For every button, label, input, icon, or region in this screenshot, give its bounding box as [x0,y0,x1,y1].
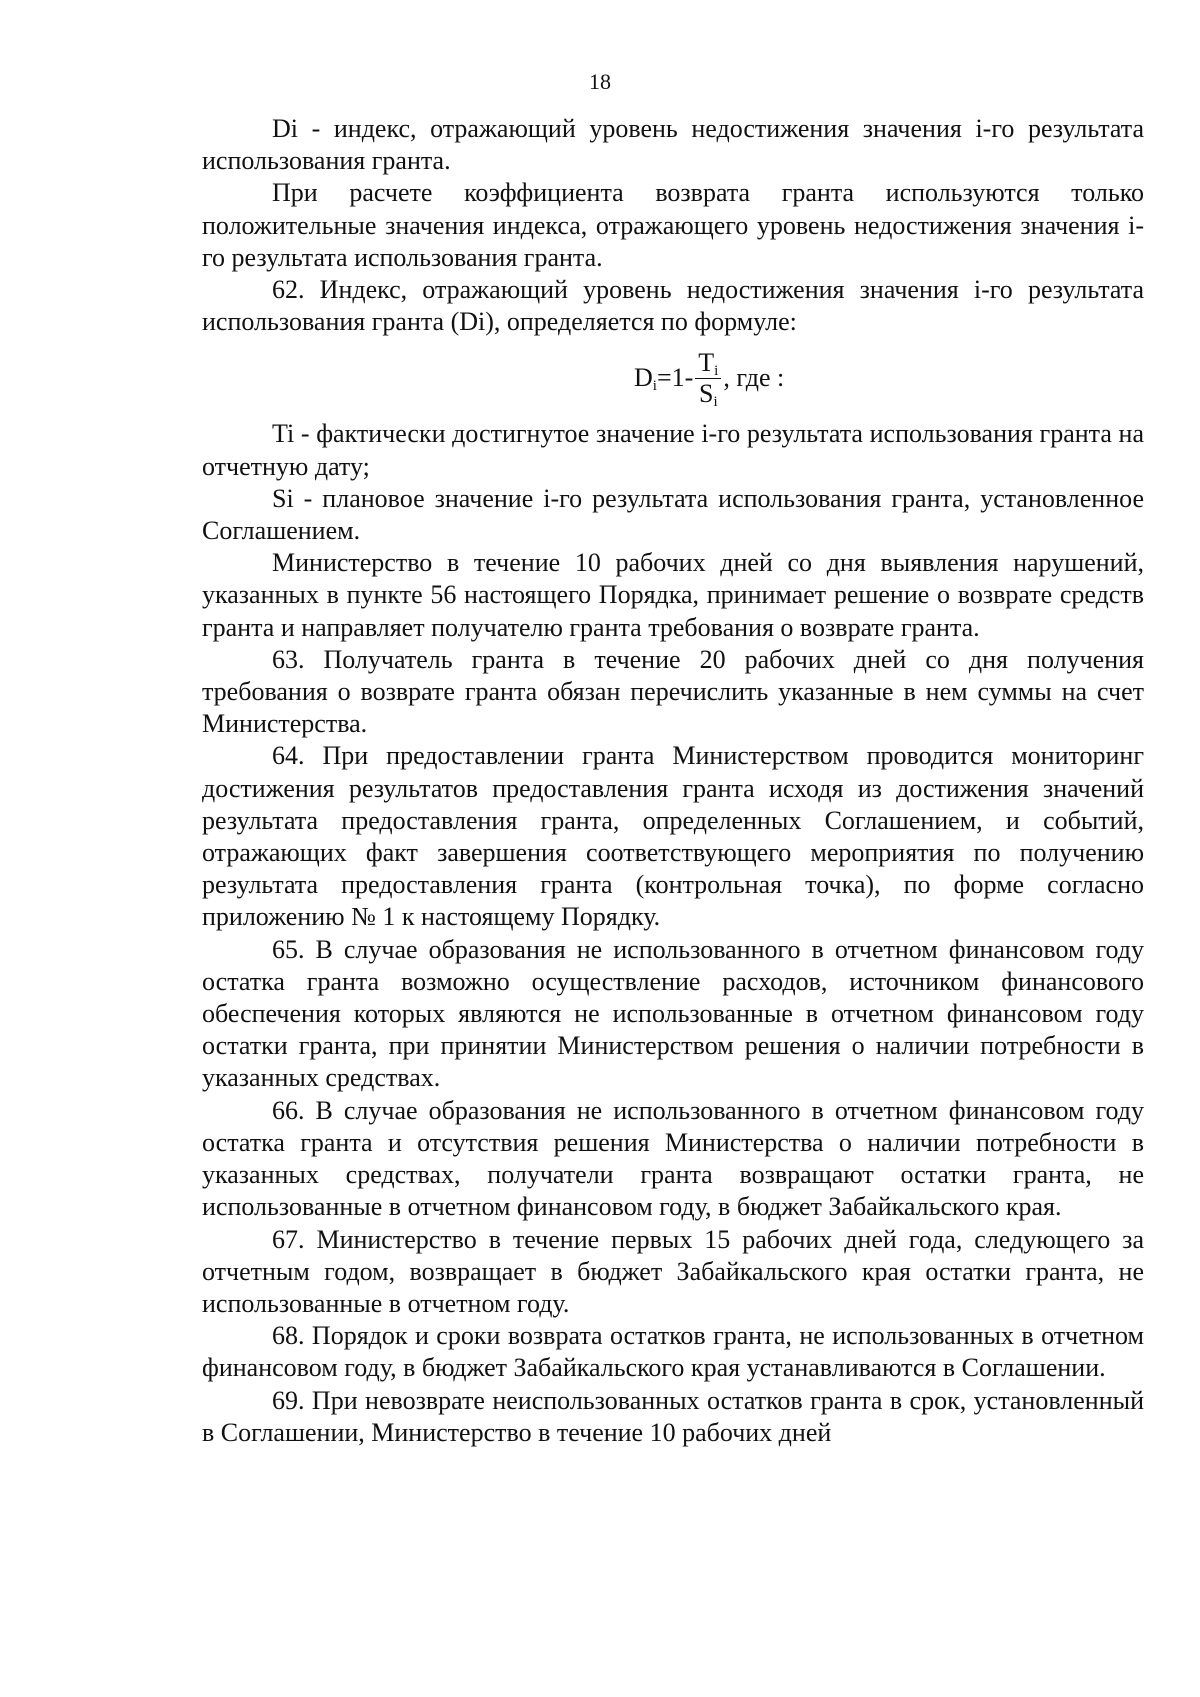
paragraph: 64. При предоставлении гранта Министерством проводится мониторинг достижения результатов предоставления гранта исходя из достижения значений результата предоставления гранта, определенных Соглашением, и событий, отражающих факт завершения соответствующего мероприятия по получению результата предоставления гранта (контрольная точка), по форме согласно приложению № 1 к настоящему Порядку. [202,741,1144,932]
formula [202,338,1144,418]
paragraph: 68. Порядок и сроки возврата остатков гранта, не использованных в отчетном финансовом году, в бюджет Забайкальского края устанавливаются в Соглашении. [202,1321,1144,1383]
formula-denominator: $S_i$ [698,378,718,410]
paragraph: 69. При невозврате неиспользованных остатков гранта в срок, установленный в Соглашении, Министерство в течение 10 рабочих дней [202,1385,1144,1447]
formula-suffix: , где : [723,363,785,393]
paragraph: Di - индекс, отражающий уровень недостижения значения i-го результата использования гранта. [202,114,1144,176]
document-body [202,113,1144,1449]
page-number: 18 [589,69,611,94]
formula-expression [634,338,784,418]
paragraph: 63. Получатель гранта в течение 20 рабочих дней со дня получения требования о возврате гранта обязан перечислить указанные в нем суммы на счет Министерства. [202,644,1144,739]
formula-fraction [695,347,721,410]
paragraph: Ti - фактически достигнутое значение i-го результата использования гранта на отчетную дату; [202,419,1144,481]
formula-lhs: $D_i$ [634,363,657,395]
paragraph: При расчете коэффициента возврата гранта используются только положительные значения индекса, отражающего уровень недостижения значения i-го результата использования гранта. [202,178,1144,272]
formula-equals: =1- [656,363,694,393]
formula-numerator: $T_i$ [695,350,721,379]
paragraph: Министерство в течение 10 рабочих дней со дня выявления нарушений, указанных в пункте 56 настоящего Порядка, принимает решение о возврате средств гранта и направляет получателю гранта требования о возврате гранта. [202,548,1144,642]
paragraph: 66. В случае образования не использованного в отчетном финансовом году остатка гранта и отсутствия решения Министерства о наличии потребности в указанных средствах, получатели гранта возвращают остатки гранта, не использованные в отчетном финансовом году, в бюджет Забайкальского края. [202,1095,1144,1222]
paragraph: 62. Индекс, отражающий уровень недостижения значения i-го результата использования гранта (Di), определяется по формуле: [202,275,1144,337]
paragraph: 67. Министерство в течение первых 15 рабочих дней года, следующего за отчетным годом, возвращает в бюджет Забайкальского края остатки гранта, не использованные в отчетном году. [202,1224,1144,1318]
paragraph: Si - плановое значение i-го результата использования гранта, установленное Соглашением. [202,483,1144,546]
paragraph: 65. В случае образования не использованного в отчетном финансовом году остатка гранта возможно осуществление расходов, источником финансового обеспечения которых являются не использованные в отчетном финансовом году остатки гранта, при принятии Министерством решения о наличии потребности в указанных средствах. [202,934,1144,1093]
